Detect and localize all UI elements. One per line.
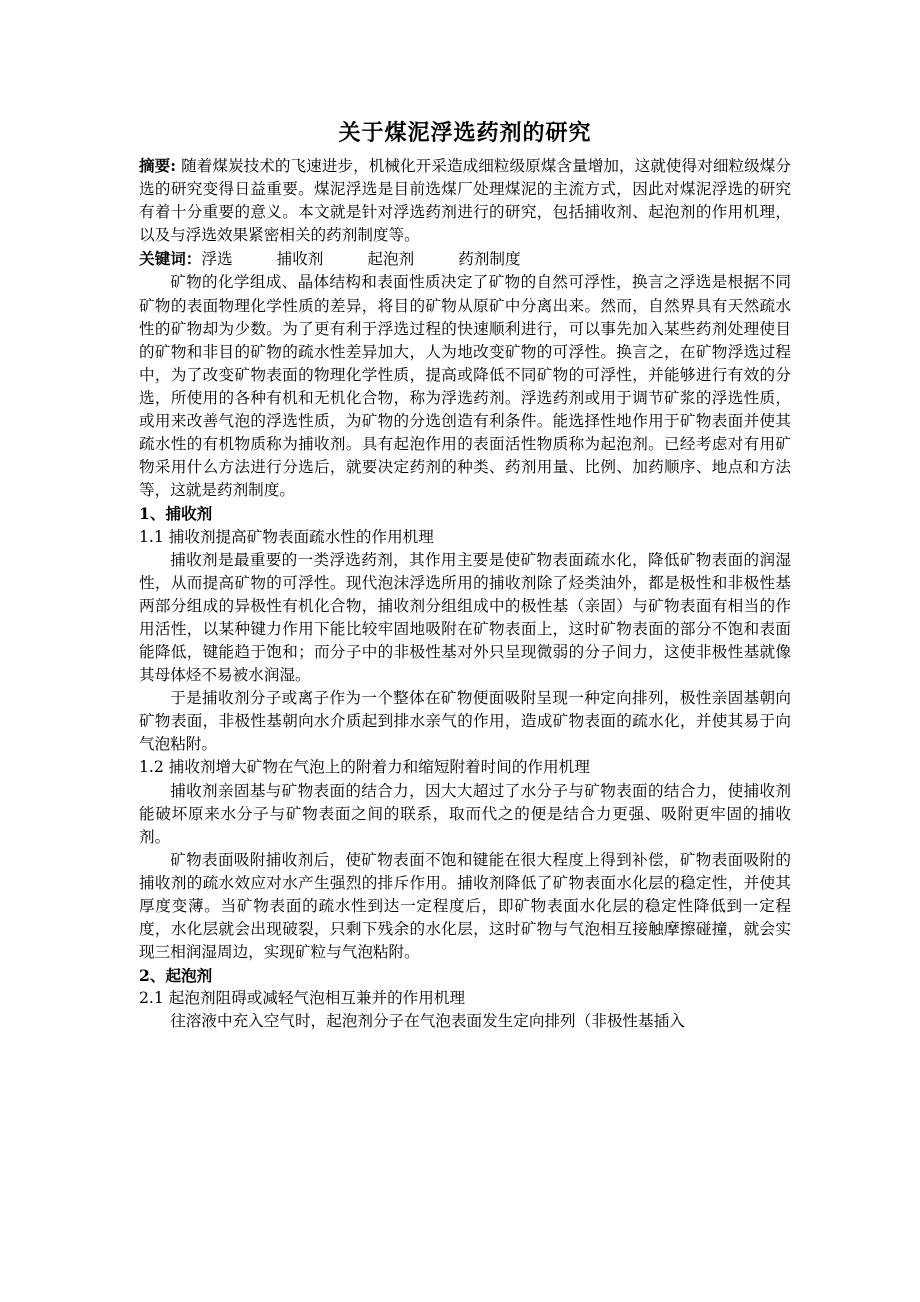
subsection-heading: 2.1 起泡剂阻碍或减轻气泡相互兼并的作用机理	[139, 989, 466, 1008]
section-heading: 1、捕收剂	[139, 504, 213, 524]
keyword-item: 捕收剂	[276, 250, 324, 269]
keyword-item: 起泡剂	[367, 250, 415, 269]
subsection-heading: 1.2 捕收剂增大矿物在气泡上的附着力和缩短附着时间的作用机理	[139, 758, 590, 777]
body-paragraph: 于是捕收剂分子或离子作为一个整体在矿物便面吸附呈现一种定向排列，极性亲固基朝向矿物表面，非极性基朝向水介质起到排水亲气的作用，造成矿物表面的疏水化，并使其易于向气泡粘附。	[139, 689, 791, 754]
body-paragraph: 往溶液中充入空气时，起泡剂分子在气泡表面发生定向排列（非极性基插入	[170, 1012, 685, 1031]
body-paragraph: 捕收剂亲固基与矿物表面的结合力，因大大超过了水分子与矿物表面的结合力，使捕收剂能破坏原来水分子与矿物表面之间的联系，取而代之的便是结合力更强、吸附更牢固的捕收剂。	[139, 781, 791, 846]
document-page	[139, 118, 791, 1034]
subsection-heading: 1.1 捕收剂提高矿物表面疏水性的作用机理	[139, 527, 434, 546]
abstract-text: 随着煤炭技术的飞速进步，机械化开采造成细粒级原煤含量增加，这就使得对细粒级煤分选的研究变得日益重要。煤泥浮选是目前选煤厂处理煤泥的主流方式，因此对煤泥浮选的研究有着十分重要的意义。本文就是针对浮选药剂进行的研究，包括捕收剂、起泡剂的作用机理，以及与浮选效果紧密相关的药剂制度等。	[139, 157, 791, 245]
section-heading: 2、起泡剂	[139, 966, 213, 986]
keyword-item: 药剂制度	[458, 250, 521, 269]
body-paragraph: 捕收剂是最重要的一类浮选药剂，其作用主要是使矿物表面疏水化，降低矿物表面的润湿性，从而提高矿物的可浮性。现代泡沫浮选所用的捕收剂除了烃类油外，都是极性和非极性基两部分组成的异极性有机化合物，捕收剂分组组成中的极性基（亲固）与矿物表面有相当的作用活性，以某种键力作用下能比较牢固地吸附在矿物表面上，这时矿物表面的部分不饱和表面能降低，键能趋于饱和；而分子中的非极性基对外只呈现微弱的分子间力，这使非极性基就像其母体烃不易被水润湿。	[139, 550, 791, 685]
intro-paragraph: 矿物的化学组成、晶体结构和表面性质决定了矿物的自然可浮性，换言之浮选是根据不同矿物的表面物理化学性质的差异，将目的矿物从原矿中分离出来。然而，自然界具有天然疏水性的矿物却为少数。为了更有利于浮选过程的快速顺利进行，可以事先加入某些药剂处理使目的矿物和非目的矿物的疏水性差异加大，人为地改变矿物的可浮性。换言之，在矿物浮选过程中，为了改变矿物表面的物理化学性质，提高或降低不同矿物的可浮性，并能够进行有效的分选，所使用的各种有机和无机化合物，称为浮选药剂。浮选药剂或用于调节矿浆的浮选性质，或用来改善气泡的浮选性质，为矿物的分选创造有利条件。能选择性地作用于矿物表面并使其疏水性的有机物质称为捕收剂。具有起泡作用的表面活性物质称为起泡剂。已经考虑对有用矿物采用什么方法进行分选后，就要决定药剂的种类、药剂用量、比例、加药顺序、地点和方法等，这就是药剂制度。	[139, 273, 791, 500]
abstract-paragraph	[139, 154, 791, 247]
keywords-line	[139, 247, 791, 271]
keywords-label: 关键词：	[139, 249, 202, 269]
page-title: 关于煤泥浮选药剂的研究	[338, 120, 592, 146]
keyword-item: 浮选	[201, 250, 233, 269]
body-paragraph: 矿物表面吸附捕收剂后，使矿物表面不饱和键能在很大程度上得到补偿，矿物表面吸附的捕收剂的疏水效应对水产生强烈的排斥作用。捕收剂降低了矿物表面水化层的稳定性，并使其厚度变薄。当矿物表面的疏水性到达一定程度后，即矿物表面水化层的稳定性降低到一定程度，水化层就会出现破裂，只剩下残余的水化层，这时矿物与气泡相互接触摩擦碰撞，就会实现三相润湿周边，实现矿粒与气泡粘附。	[139, 850, 791, 962]
abstract-label: 摘要:	[139, 156, 177, 175]
